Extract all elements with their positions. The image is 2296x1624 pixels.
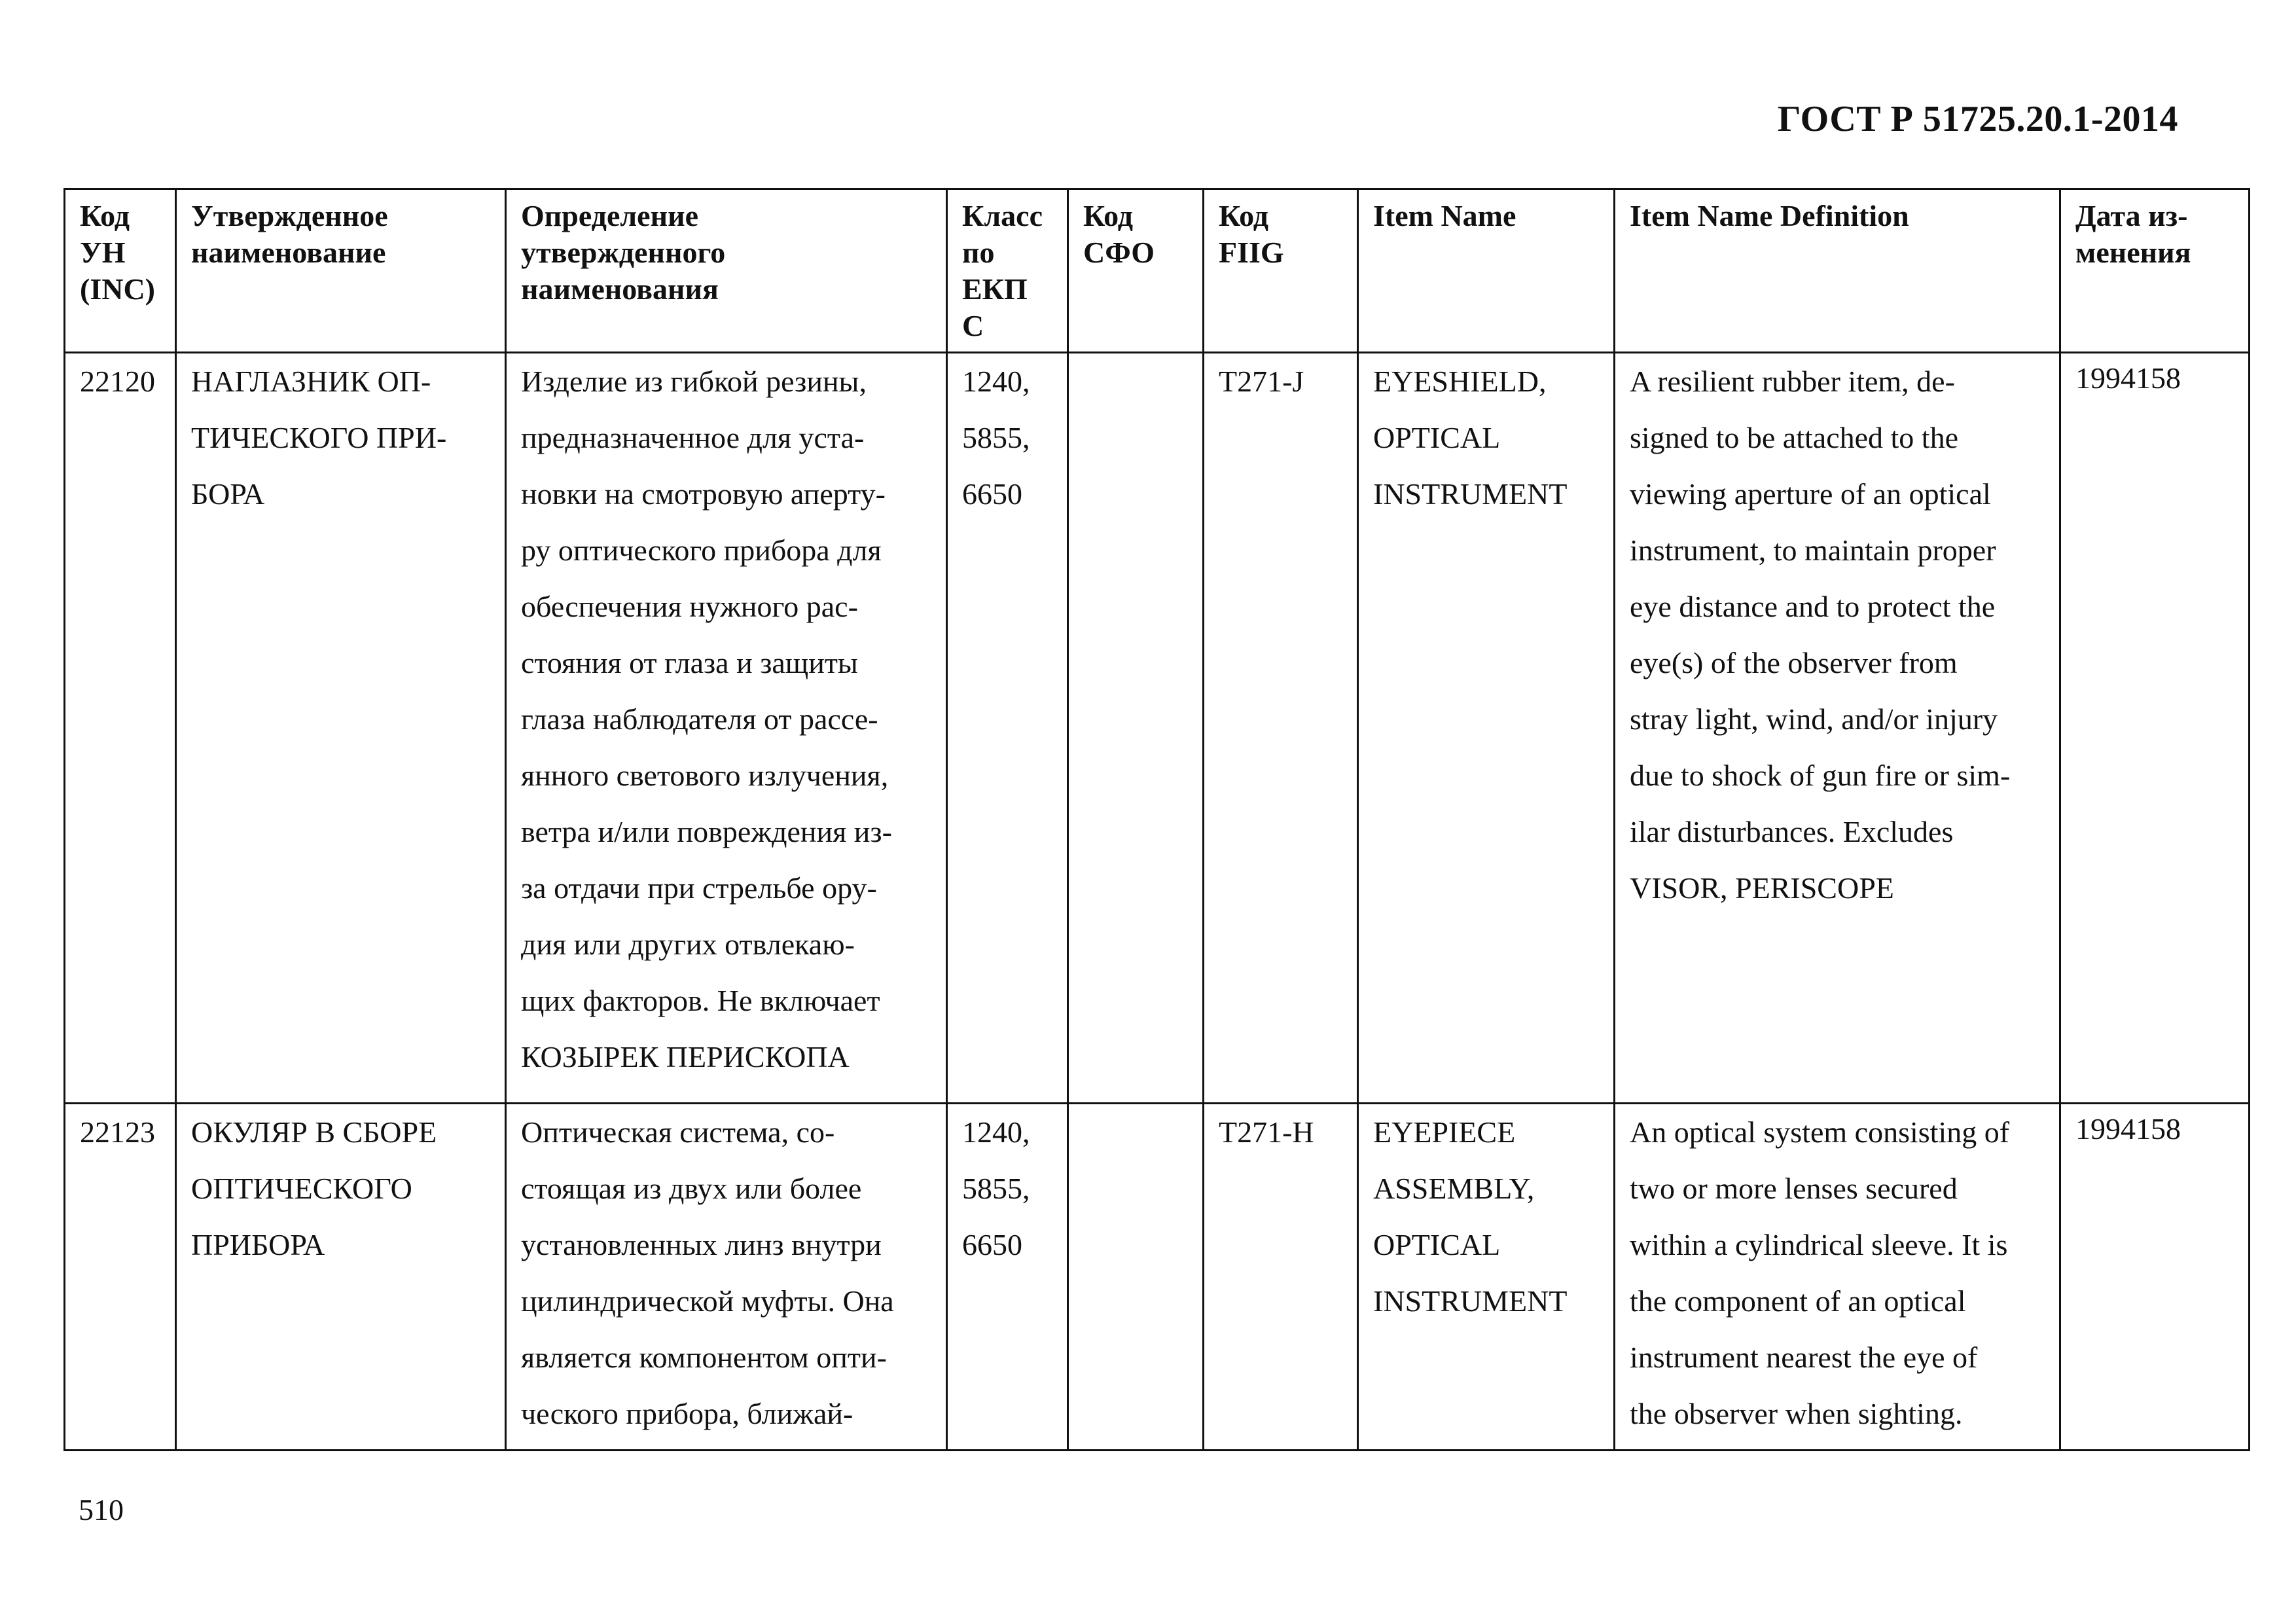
cell-item-name-definition: A resilient rubber item, de- signed to be attached to the viewing aperture of an optical instrument, to maintain proper eye distance and to protect the eye(s) of the observer from stray light, wind, and/or injury due to shock of gun fire or sim- ilar disturbances. Excludes VISOR, PERISCOPE — [1615, 353, 2060, 1104]
cell-item-name-definition: An optical system consisting of two or more lenses secured within a cylindrical sleeve. It is the component of an optical instrument nearest the eye of the observer when sighting. — [1615, 1104, 2060, 1451]
table-row — [65, 1104, 2250, 1451]
header-approved-name: Утвержденное наименование — [176, 189, 506, 353]
cell-definition: Оптическая система, со- стоящая из двух или более установленных линз внутри цилиндрической муфты. Она является компонентом опти- ческого прибора, ближай- — [506, 1104, 947, 1451]
cell-class: 1240, 5855, 6650 — [947, 353, 1068, 1104]
header-item-name-definition: Item Name Definition — [1615, 189, 2060, 353]
table-header-row — [65, 189, 2250, 353]
header-sfo-code: Код СФО — [1068, 189, 1204, 353]
header-class: Класс по ЕКП С — [947, 189, 1068, 353]
cell-approved-name: НАГЛАЗНИК ОП- ТИЧЕСКОГО ПРИ- БОРА — [176, 353, 506, 1104]
header-change-date: Дата из- менения — [2060, 189, 2250, 353]
cell-sfo-code — [1068, 353, 1204, 1104]
cell-fiig-code: T271-H — [1204, 1104, 1358, 1451]
cell-fiig-code: T271-J — [1204, 353, 1358, 1104]
header-definition: Определение утвержденного наименования — [506, 189, 947, 353]
cell-inc: 22123 — [65, 1104, 176, 1451]
cell-item-name: EYESHIELD, OPTICAL INSTRUMENT — [1358, 353, 1615, 1104]
nomenclature-table — [63, 188, 2250, 1451]
cell-sfo-code — [1068, 1104, 1204, 1451]
cell-change-date: 1994158 — [2060, 1104, 2250, 1451]
cell-item-name: EYEPIECE ASSEMBLY, OPTICAL INSTRUMENT — [1358, 1104, 1615, 1451]
header-item-name: Item Name — [1358, 189, 1615, 353]
cell-approved-name: ОКУЛЯР В СБОРЕ ОПТИЧЕСКОГО ПРИБОРА — [176, 1104, 506, 1451]
document-code: ГОСТ Р 51725.20.1-2014 — [1777, 99, 2178, 139]
cell-change-date: 1994158 — [2060, 353, 2250, 1104]
page-number: 510 — [79, 1493, 124, 1526]
header-fiig-code: Код FIIG — [1204, 189, 1358, 353]
table-row — [65, 353, 2250, 1104]
header-inc: Код УН (INC) — [65, 189, 176, 353]
cell-inc: 22120 — [65, 353, 176, 1104]
cell-class: 1240, 5855, 6650 — [947, 1104, 1068, 1451]
cell-definition: Изделие из гибкой резины, предназначенное для уста- новки на смотровую аперту- ру оптического прибора для обеспечения нужного рас- стояния от глаза и защиты глаза наблюдателя от рассе- янного светового излучения, ветра и/или повреждения из- за отдачи при стрельбе ору- дия или других отвлекаю- щих факторов. Не включает КОЗЫРЕК ПЕРИСКОПА — [506, 353, 947, 1104]
